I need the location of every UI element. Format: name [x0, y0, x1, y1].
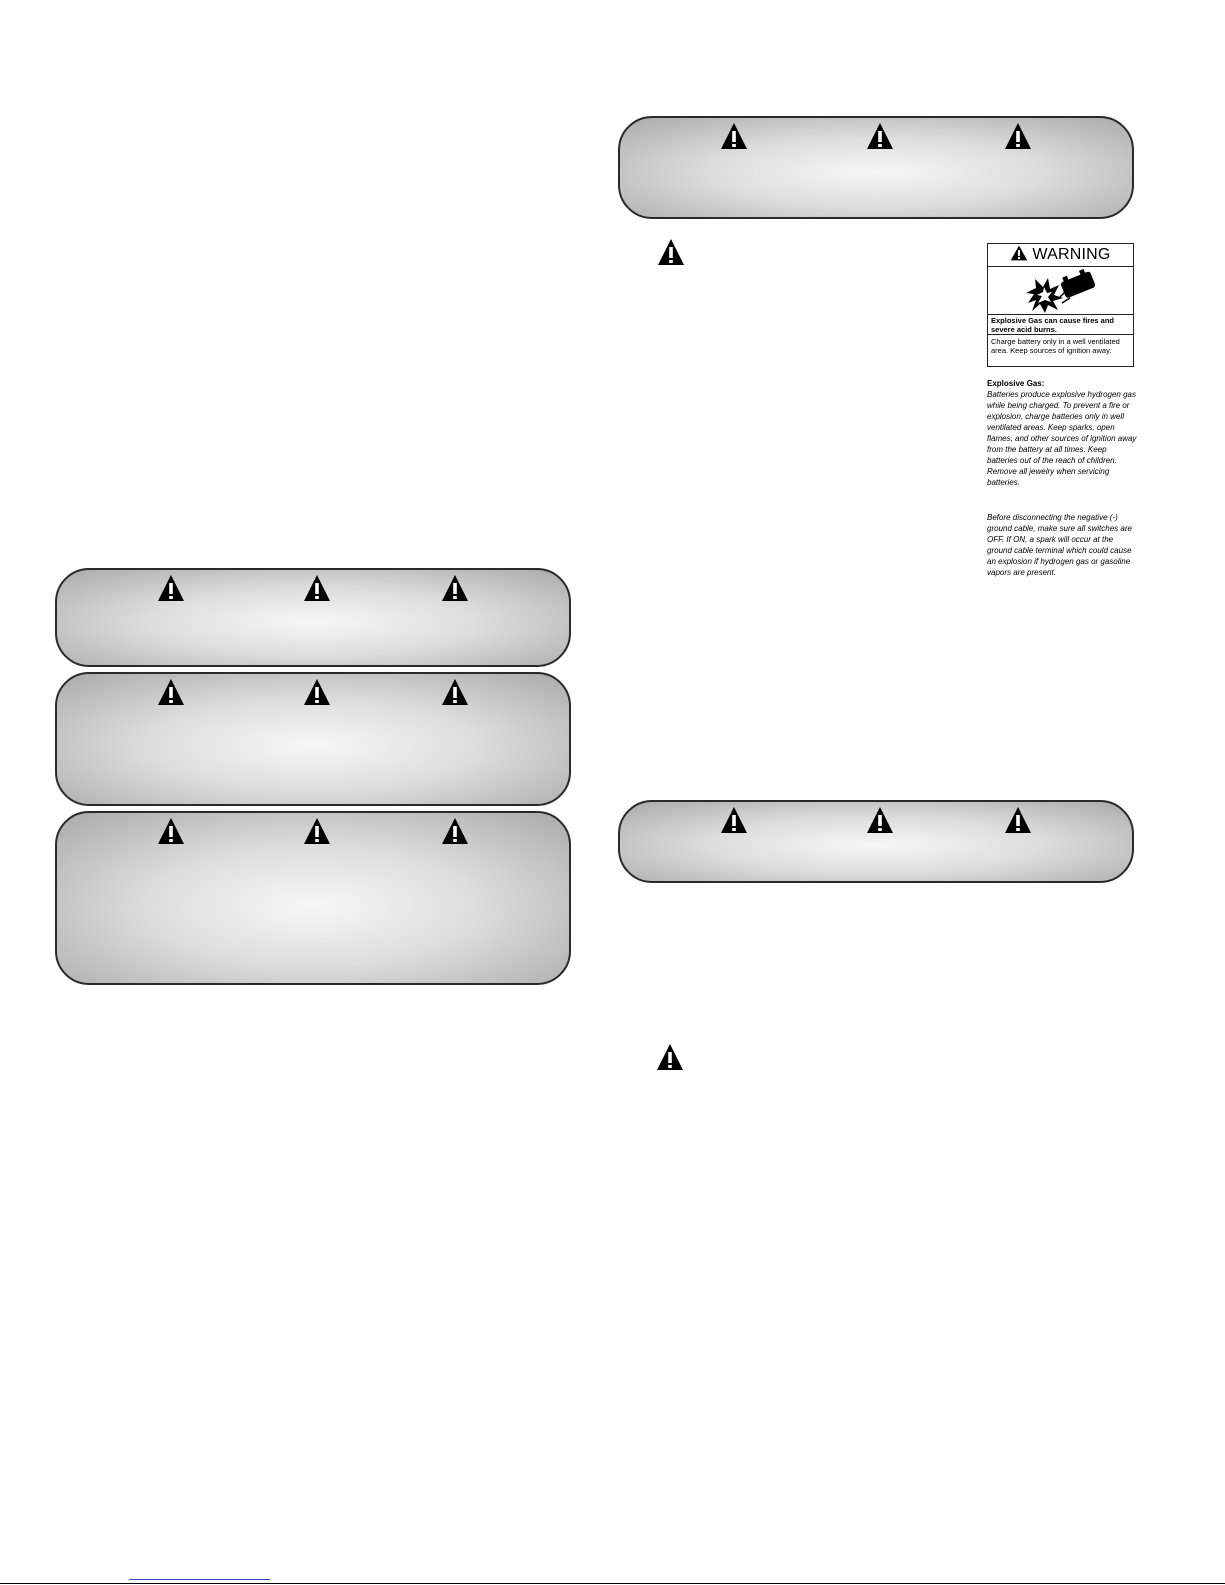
warning-triangle-icon — [866, 806, 894, 834]
warning-triangle-icon — [303, 574, 331, 602]
warning-triangle-icon — [157, 678, 185, 706]
warning-triangle-icon — [157, 817, 185, 845]
explosive-gas-title: Explosive Gas: — [987, 379, 1045, 388]
safety-panel-left-2 — [55, 672, 571, 806]
warning-triangle-icon — [303, 678, 331, 706]
warning-label-line1: Explosive Gas can cause fires and severe acid burns. — [988, 315, 1133, 335]
footer-link-underline[interactable] — [129, 1579, 270, 1580]
warning-triangle-icon — [866, 122, 894, 150]
warning-triangle-icon — [720, 806, 748, 834]
disconnect-note — [987, 512, 1137, 578]
warning-triangle-icon — [1004, 806, 1032, 834]
footer-rule — [0, 1583, 1225, 1584]
warning-triangle-icon — [157, 574, 185, 602]
battery-explosion-icon — [988, 267, 1133, 315]
warning-triangle-icon — [657, 238, 685, 271]
warning-label-header — [988, 244, 1133, 267]
warning-triangle-icon — [1004, 122, 1032, 150]
warning-triangle-icon — [441, 574, 469, 602]
warning-label-line2: Charge battery only in a well ventilated area. Keep sources of ignition away. — [991, 337, 1120, 355]
disconnect-note-body: Before disconnecting the negative (-) ground cable, make sure all switches are OFF. If ON, a spark will occur at the ground cable terminal which could cause an explosion if hydrogen gas or gasoline vapors are present. — [987, 513, 1132, 577]
safety-panel-left-3 — [55, 811, 571, 985]
safety-panel-left-1 — [55, 568, 571, 667]
warning-triangle-icon — [441, 678, 469, 706]
battery-warning-label — [987, 243, 1134, 367]
safety-panel-top-right — [618, 116, 1134, 219]
warning-triangle-icon — [303, 817, 331, 845]
explosive-gas-body: Batteries produce explosive hydrogen gas while being charged. To prevent a fire or explosion, charge batteries only in well ventilated areas. Keep sparks, open flames, and other sources of ignition away from the battery at all times. Keep batteries out of the reach of children. Remove all jewelry when servicing batteries. — [987, 390, 1137, 487]
explosive-gas-note — [987, 378, 1137, 488]
warning-triangle-icon — [720, 122, 748, 150]
warning-triangle-icon — [441, 817, 469, 845]
warning-triangle-icon — [1010, 245, 1028, 266]
warning-triangle-icon — [656, 1043, 684, 1076]
warning-label-title: WARNING — [1032, 246, 1111, 263]
safety-panel-bottom-right — [618, 800, 1134, 883]
